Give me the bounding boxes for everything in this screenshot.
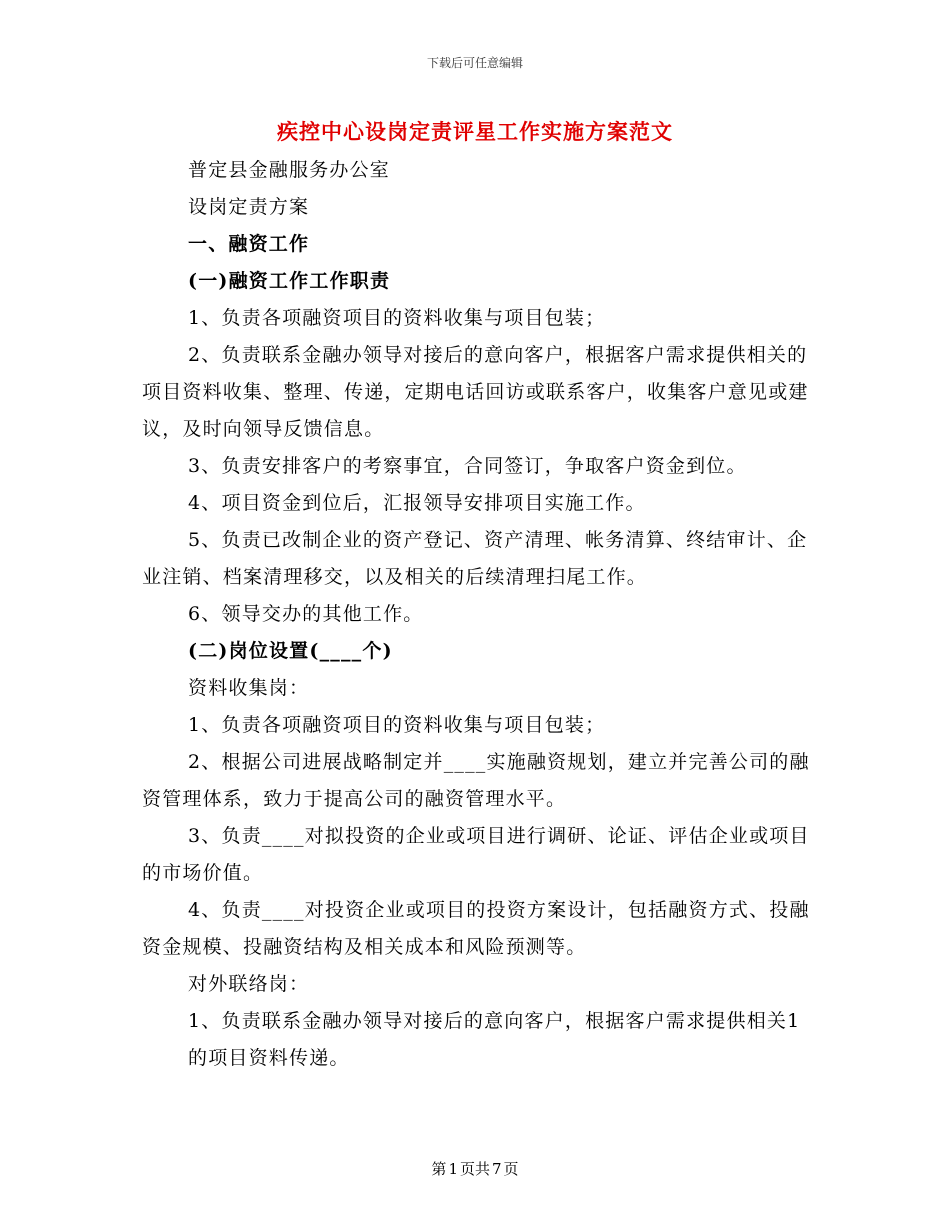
- subsection-heading: (二)岗位设置(____个): [188, 640, 393, 662]
- paragraph: 1、负责各项融资项目的资料收集与项目包装；: [188, 307, 606, 329]
- paragraph: 的项目资料传递。: [188, 1047, 350, 1069]
- paragraph: 对外联络岗：: [188, 973, 310, 995]
- page-footer: [0, 1158, 950, 1179]
- paragraph: 设岗定责方案: [188, 196, 310, 218]
- footer-middle: 页共: [459, 1160, 490, 1178]
- section-heading: 一、融资工作: [188, 233, 310, 255]
- header-note: 下载后可任意编辑: [426, 56, 523, 70]
- paragraph: 6、领导交办的其他工作。: [188, 603, 424, 625]
- document-body: [142, 152, 812, 1077]
- paragraph: 1、负责联系金融办领导对接后的意向客户，根据客户需求提供相关1: [188, 1010, 801, 1032]
- paragraph: 2、根据公司进展战略制定并____实施融资规划，建立并完善公司的融资管理体系，致力于提高公司的融资管理水平。: [142, 751, 810, 810]
- paragraph: 3、负责____对拟投资的企业或项目进行调研、论证、评估企业或项目的市场价值。: [142, 825, 810, 884]
- paragraph: 1、负责各项融资项目的资料收集与项目包装；: [188, 714, 606, 736]
- footer-prefix: 第: [431, 1160, 447, 1178]
- paragraph: 5、负责已改制企业的资产登记、资产清理、帐务清算、终结审计、企业注销、档案清理移交，以及相关的后续清理扫尾工作。: [142, 529, 808, 588]
- paragraph: 2、负责联系金融办领导对接后的意向客户，根据客户需求提供相关的项目资料收集、整理、传递，定期电话回访或联系客户，收集客户意见或建议，及时向领导反馈信息。: [142, 344, 809, 440]
- paragraph: 4、项目资金到位后，汇报领导安排项目实施工作。: [188, 492, 646, 514]
- paragraph: 资料收集岗：: [188, 677, 310, 699]
- footer-suffix: 页: [503, 1160, 519, 1178]
- subsection-heading: (一)融资工作工作职责: [188, 270, 391, 292]
- footer-total-pages: 7: [492, 1160, 502, 1178]
- footer-current-page: 1: [448, 1160, 458, 1178]
- paragraph: 普定县金融服务办公室: [188, 159, 391, 181]
- document-title: 疾控中心设岗定责评星工作实施方案范文: [277, 119, 673, 144]
- paragraph: 4、负责____对投资企业或项目的投资方案设计，包括融资方式、投融资金规模、投融资结构及相关成本和风险预测等。: [142, 899, 810, 958]
- paragraph: 3、负责安排客户的考察事宜，合同签订，争取客户资金到位。: [188, 455, 747, 477]
